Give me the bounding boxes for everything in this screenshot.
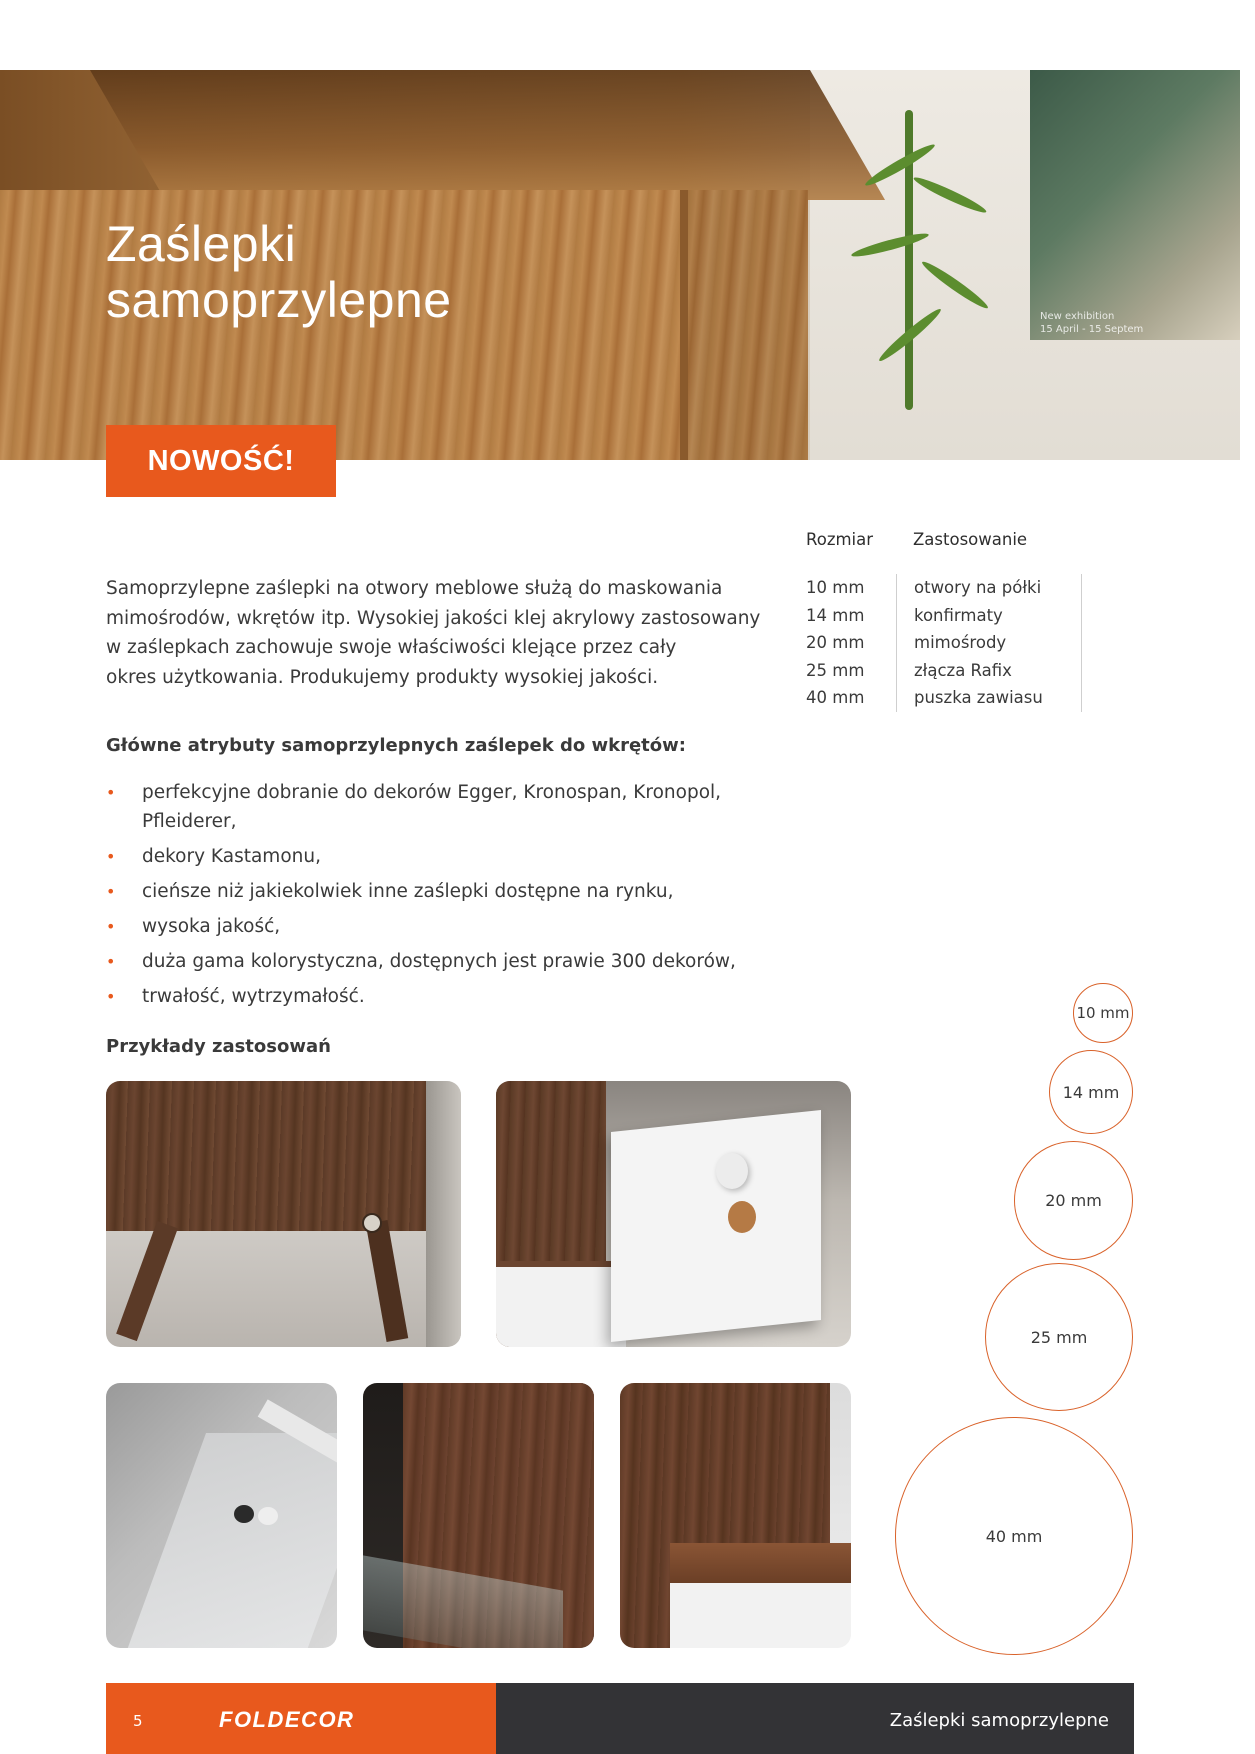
list-item: • trwałość, wytrzymałość.: [106, 982, 766, 1011]
example-photo-white-door: [496, 1081, 851, 1347]
size-circle-40: 40 mm: [895, 1417, 1133, 1655]
photo-drawer: [496, 1261, 626, 1347]
photo-leg: [116, 1221, 178, 1341]
size-cell: 40 mm: [806, 688, 865, 707]
photo-shelf: [670, 1543, 851, 1583]
hero-wall-art: [1030, 70, 1240, 340]
hero-exhibition-text: [1040, 310, 1143, 336]
page-title: [106, 216, 452, 328]
cap-icon: [716, 1153, 748, 1189]
exhibition-line: New exhibition: [1040, 311, 1115, 322]
size-column: [806, 574, 896, 712]
list-item: • duża gama kolorystyczna, dostępnych jest prawie 300 dekorów,: [106, 947, 766, 976]
size-table-header-size: Rozmiar: [806, 530, 874, 549]
cap-icon: [258, 1507, 278, 1525]
photo-inner: [126, 1433, 337, 1648]
size-table-header-use: Zastosowanie: [913, 530, 1028, 549]
examples-heading: Przykłady zastosowań: [106, 1036, 331, 1057]
size-cell: 14 mm: [806, 605, 865, 625]
footer-title: Zaślepki samoprzylepne: [889, 1710, 1109, 1731]
example-photo-white-corner: [106, 1383, 337, 1648]
hole-icon: [728, 1201, 756, 1233]
photo-base: [670, 1583, 851, 1648]
list-item: • perfekcyjne dobranie do dekorów Egger, Kronospan, Kronopol, Pfleiderer,: [106, 778, 766, 836]
intro-line: Samoprzylepne zaślepki na otwory meblowe służą do maskowania: [106, 578, 723, 599]
intro-paragraph: [106, 574, 761, 692]
photo-cabinet: [106, 1081, 426, 1231]
intro-line: w zaślepkach zachowuje swoje właściwości klejące przez cały: [106, 637, 677, 658]
use-cell: puszka zawiasu: [914, 688, 1043, 707]
example-photo-glass-shelf: [363, 1383, 594, 1648]
use-cell: złącza Rafix: [914, 660, 1012, 680]
size-cell: 20 mm: [806, 633, 865, 652]
hero-wood-panel-side: [688, 190, 808, 460]
use-cell: mimośrody: [914, 633, 1007, 652]
size-circle-14: 14 mm: [1049, 1050, 1133, 1134]
example-photo-wood-shelf: [620, 1383, 851, 1648]
attributes-list: [106, 778, 766, 1017]
size-circle-10: 10 mm: [1073, 983, 1133, 1043]
foldecor-logo: FOLDECOR: [219, 1707, 355, 1732]
use-cell: konfirmaty: [914, 605, 1003, 625]
intro-line: mimośrodów, wkrętów itp. Wysokiej jakości klej akrylowy zastosowany: [106, 607, 761, 629]
photo-side: [426, 1081, 461, 1347]
example-photo-cabinet-legs: [106, 1081, 461, 1347]
size-circle-25: 25 mm: [985, 1263, 1133, 1411]
new-badge: NOWOŚĆ!: [106, 425, 336, 497]
hero-panel-edge: [680, 190, 688, 460]
use-column: [896, 574, 1082, 712]
list-item: • cieńsze niż jakiekolwiek inne zaślepki dostępne na rynku,: [106, 877, 766, 906]
intro-line: okres użytkowania. Produkujemy produkty wysokiej jakości.: [106, 666, 659, 688]
photo-door: [611, 1110, 821, 1342]
exhibition-line: 15 April - 15 Septem: [1040, 324, 1144, 335]
screw-icon: [362, 1213, 382, 1233]
page-number: 5: [133, 1712, 143, 1730]
use-cell: otwory na półki: [914, 578, 1042, 597]
screw-icon: [234, 1505, 254, 1523]
photo-leg: [366, 1220, 409, 1342]
size-circle-20: 20 mm: [1014, 1141, 1133, 1260]
attributes-heading: Główne atrybuty samoprzylepnych zaślepek do wkrętów:: [106, 735, 686, 756]
hero-shelf-top: [90, 70, 885, 200]
list-item: • wysoka jakość,: [106, 912, 766, 941]
size-cell: 10 mm: [806, 578, 865, 597]
page-title-line: Zaślepki: [106, 216, 297, 272]
size-cell: 25 mm: [806, 660, 865, 680]
page-title-line: samoprzylepne: [106, 272, 452, 328]
list-item: • dekory Kastamonu,: [106, 842, 766, 871]
